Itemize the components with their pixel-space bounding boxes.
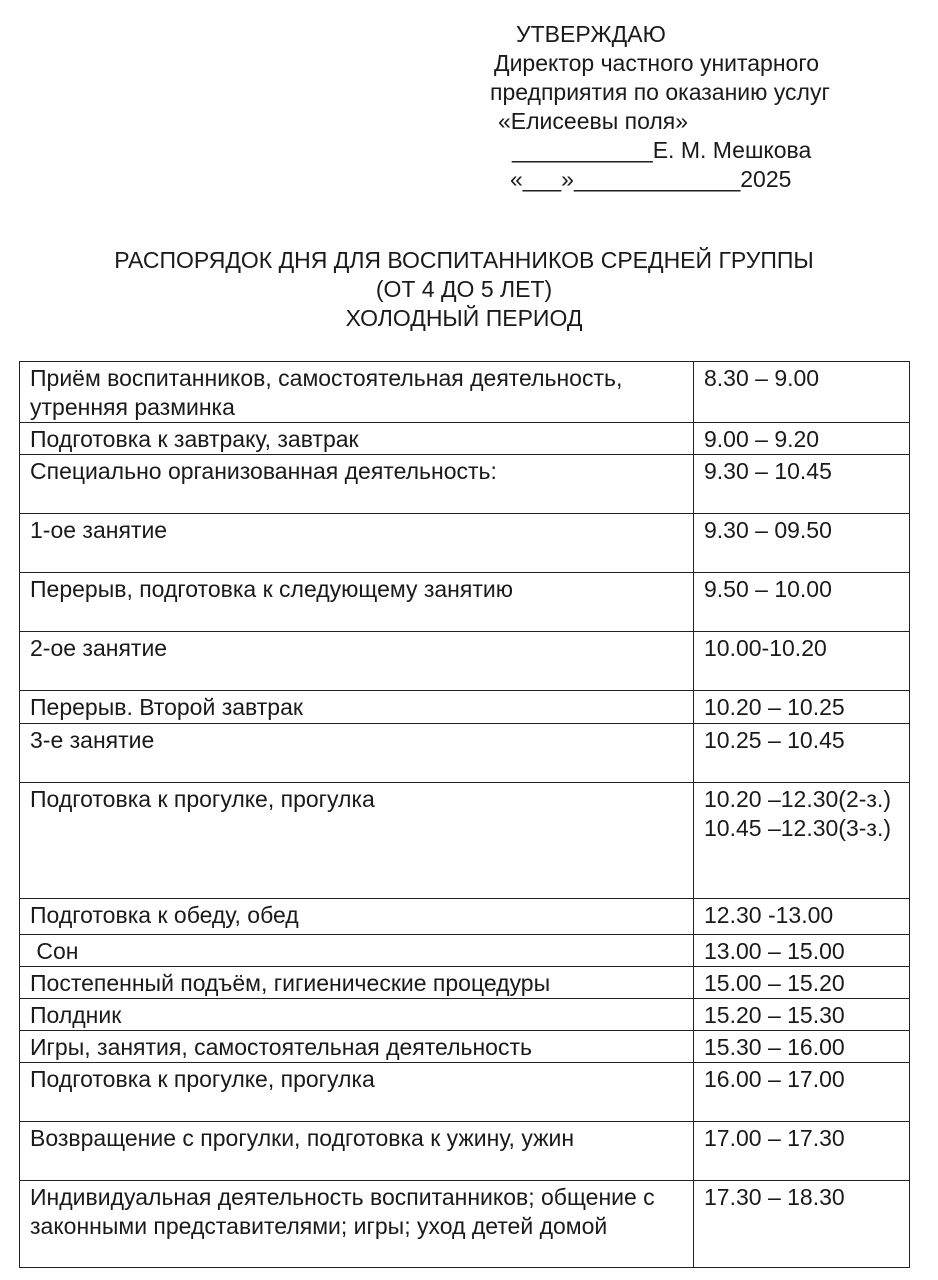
activity-cell: Перерыв. Второй завтрак [20,691,694,724]
document-title: РАСПОРЯДОК ДНЯ ДЛЯ ВОСПИТАННИКОВ СРЕДНЕЙ ГРУППЫ [114,247,814,273]
time-value: 15.20 – 15.30 [704,1002,845,1028]
time-value: 10.20 – 10.25 [704,694,845,720]
time-cell [694,455,910,514]
time-cell [694,423,910,455]
time-value: 15.00 – 15.20 [704,970,845,996]
activity-cell: Подготовка к завтраку, завтрак [20,423,694,455]
approval-signature-line: ___________Е. М. Мешкова [512,137,812,163]
activity-cell: 3-е занятие [20,724,694,783]
time-cell [694,514,910,573]
schedule-row [20,455,910,514]
activity-cell: Постепенный подъём, гигиенические процедуры [20,967,694,999]
schedule-row [20,1122,910,1181]
time-cell [694,1122,910,1181]
schedule-row [20,1031,910,1063]
time-value: 10.00-10.20 [704,635,827,661]
time-value: 15.30 – 16.00 [704,1034,845,1060]
time-cell [694,1181,910,1268]
time-value: 13.00 – 15.00 [704,938,845,964]
schedule-row [20,724,910,783]
approval-title: УТВЕРЖДАЮ [516,21,666,47]
time-value: 16.00 – 17.00 [704,1066,845,1092]
schedule-row [20,783,910,899]
activity-cell: Индивидуальная деятельность воспитанников; общение с законными представителями; игры; уход детей домой [20,1181,694,1268]
approval-position-line-1: Директор частного унитарного [494,50,820,76]
activity-cell: Приём воспитанников, самостоятельная деятельность, утренняя разминка [20,362,694,423]
time-value: 9.00 – 9.20 [704,426,820,452]
time-cell [694,1063,910,1122]
time-value: 17.00 – 17.30 [704,1125,845,1151]
time-cell [694,362,910,423]
time-value: 17.30 – 18.30 [704,1184,845,1210]
time-value: 9.30 – 09.50 [704,517,832,543]
schedule-row [20,935,910,967]
time-cell [694,899,910,935]
time-value: 10.45 –12.30(3-з.) [704,815,891,841]
time-cell [694,935,910,967]
time-cell [694,691,910,724]
period-label: ХОЛОДНЫЙ ПЕРИОД [345,305,583,331]
time-cell [694,724,910,783]
schedule-row [20,967,910,999]
activity-cell: 2-ое занятие [20,632,694,691]
activity-cell: Подготовка к обеду, обед [20,899,694,935]
schedule-table [19,361,910,1268]
schedule-row [20,1063,910,1122]
activity-cell: Игры, занятия, самостоятельная деятельность [20,1031,694,1063]
schedule-row [20,632,910,691]
activity-cell: Подготовка к прогулке, прогулка [20,783,694,899]
schedule-row [20,423,910,455]
schedule-row [20,899,910,935]
time-value: 10.20 –12.30(2-з.) [704,786,891,812]
time-cell [694,783,910,899]
activity-cell: 1-ое занятие [20,514,694,573]
time-value: 8.30 – 9.00 [704,365,820,391]
schedule-row [20,1181,910,1268]
time-cell [694,1031,910,1063]
time-value: 10.25 – 10.45 [704,727,845,753]
document-heading [0,246,928,333]
activity-cell: Перерыв, подготовка к следующему занятию [20,573,694,632]
approval-date-line: «___»_____________2025 [510,166,792,192]
activity-cell: Специально организованная деятельность: [20,455,694,514]
schedule-body [20,362,910,1268]
schedule-row [20,691,910,724]
time-cell [694,967,910,999]
time-cell [694,999,910,1031]
age-range: (ОТ 4 ДО 5 ЛЕТ) [375,276,553,302]
time-cell [694,632,910,691]
activity-cell: Полдник [20,999,694,1031]
approval-position-line-2: предприятия по оказанию услуг [490,79,830,105]
schedule-row [20,514,910,573]
activity-cell: Сон [20,935,694,967]
activity-cell: Подготовка к прогулке, прогулка [20,1063,694,1122]
approval-organization-name: «Елисеевы поля» [498,108,689,134]
time-value: 9.50 – 10.00 [704,576,832,602]
schedule-row [20,999,910,1031]
activity-cell: Возвращение с прогулки, подготовка к ужину, ужин [20,1122,694,1181]
time-value: 12.30 -13.00 [704,902,834,928]
time-cell [694,573,910,632]
schedule-row [20,362,910,423]
schedule-row [20,573,910,632]
time-value: 9.30 – 10.45 [704,458,832,484]
